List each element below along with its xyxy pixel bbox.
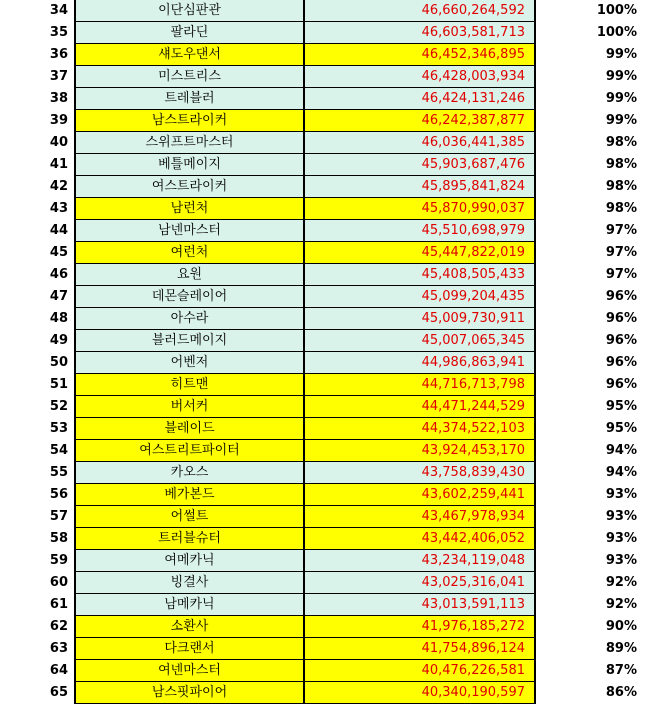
percent-cell[interactable]: 90% xyxy=(605,619,637,634)
class-name-cell[interactable]: 섀도우댄서 xyxy=(74,44,304,66)
class-name-cell[interactable]: 남스핏파이어 xyxy=(74,682,304,704)
percent-cell[interactable]: 94% xyxy=(605,443,637,458)
damage-value-cell[interactable]: 46,424,131,246 xyxy=(304,88,536,110)
percent-cell[interactable]: 100% xyxy=(596,3,637,18)
percent-cell[interactable]: 99% xyxy=(605,47,637,62)
class-name-cell[interactable]: 소환사 xyxy=(74,616,304,638)
table-row xyxy=(0,0,645,22)
rank-cell[interactable]: 42 xyxy=(49,179,68,194)
rank-cell[interactable]: 55 xyxy=(49,465,68,480)
damage-value-cell[interactable]: 44,716,713,798 xyxy=(304,374,536,396)
damage-value-cell[interactable]: 43,025,316,041 xyxy=(304,572,536,594)
rank-cell[interactable]: 54 xyxy=(49,443,68,458)
rank-cell[interactable]: 60 xyxy=(49,575,68,590)
class-name-cell[interactable]: 트레블러 xyxy=(74,88,304,110)
damage-value-cell[interactable]: 45,895,841,824 xyxy=(304,176,536,198)
damage-value-cell[interactable]: 45,510,698,979 xyxy=(304,220,536,242)
table-row xyxy=(0,440,645,462)
rank-cell[interactable]: 43 xyxy=(49,201,68,216)
table-row xyxy=(0,308,645,330)
rank-cell[interactable]: 37 xyxy=(49,69,68,84)
table-row xyxy=(0,110,645,132)
percent-cell[interactable]: 93% xyxy=(605,553,637,568)
class-name-cell[interactable]: 빙결사 xyxy=(74,572,304,594)
damage-value-cell[interactable]: 43,602,259,441 xyxy=(304,484,536,506)
damage-value-cell[interactable]: 45,903,687,476 xyxy=(304,154,536,176)
percent-cell[interactable]: 89% xyxy=(605,641,637,656)
damage-value-cell[interactable]: 43,467,978,934 xyxy=(304,506,536,528)
damage-value-cell[interactable]: 44,986,863,941 xyxy=(304,352,536,374)
damage-value-cell[interactable]: 46,660,264,592 xyxy=(304,0,536,22)
percent-cell[interactable]: 94% xyxy=(605,465,637,480)
table-row xyxy=(0,198,645,220)
table-row xyxy=(0,44,645,66)
percent-cell[interactable]: 95% xyxy=(605,399,637,414)
percent-cell[interactable]: 98% xyxy=(605,135,637,150)
class-name-cell[interactable]: 여넨마스터 xyxy=(74,660,304,682)
rank-cell[interactable]: 35 xyxy=(49,25,68,40)
table-row xyxy=(0,22,645,44)
table-row xyxy=(0,528,645,550)
rank-cell[interactable]: 63 xyxy=(49,641,68,656)
percent-cell[interactable]: 97% xyxy=(605,267,637,282)
percent-cell[interactable]: 98% xyxy=(605,157,637,172)
rank-cell[interactable]: 58 xyxy=(49,531,68,546)
table-row xyxy=(0,374,645,396)
rank-cell[interactable]: 61 xyxy=(49,597,68,612)
damage-value-cell[interactable]: 46,036,441,385 xyxy=(304,132,536,154)
percent-cell[interactable]: 98% xyxy=(605,179,637,194)
percent-cell[interactable]: 86% xyxy=(605,685,637,700)
rank-cell[interactable]: 50 xyxy=(49,355,68,370)
rank-cell[interactable]: 45 xyxy=(49,245,68,260)
damage-value-cell[interactable]: 44,374,522,103 xyxy=(304,418,536,440)
percent-cell[interactable]: 96% xyxy=(605,311,637,326)
damage-value-cell[interactable]: 43,234,119,048 xyxy=(304,550,536,572)
percent-cell[interactable]: 97% xyxy=(605,245,637,260)
rank-cell[interactable]: 62 xyxy=(49,619,68,634)
damage-value-cell[interactable]: 45,447,822,019 xyxy=(304,242,536,264)
percent-cell[interactable]: 95% xyxy=(605,421,637,436)
class-name-cell[interactable]: 여스트리트파이터 xyxy=(74,440,304,462)
class-name-cell[interactable]: 카오스 xyxy=(74,462,304,484)
table-row xyxy=(0,638,645,660)
table-row xyxy=(0,242,645,264)
class-name-cell[interactable]: 남메카닉 xyxy=(74,594,304,616)
class-name-cell[interactable]: 블레이드 xyxy=(74,418,304,440)
table-row xyxy=(0,286,645,308)
rank-cell[interactable]: 56 xyxy=(49,487,68,502)
table-row xyxy=(0,594,645,616)
class-name-cell[interactable]: 팔라딘 xyxy=(74,22,304,44)
rank-cell[interactable]: 51 xyxy=(49,377,68,392)
table-row xyxy=(0,484,645,506)
percent-cell[interactable]: 87% xyxy=(605,663,637,678)
damage-value-cell[interactable]: 45,099,204,435 xyxy=(304,286,536,308)
class-name-cell[interactable]: 스위프트마스터 xyxy=(74,132,304,154)
rank-cell[interactable]: 47 xyxy=(49,289,68,304)
rank-cell[interactable]: 57 xyxy=(49,509,68,524)
table-row xyxy=(0,660,645,682)
damage-value-cell[interactable]: 46,603,581,713 xyxy=(304,22,536,44)
rank-cell[interactable]: 64 xyxy=(49,663,68,678)
percent-cell[interactable]: 96% xyxy=(605,377,637,392)
class-name-cell[interactable]: 데몬슬레이어 xyxy=(74,286,304,308)
class-name-cell[interactable]: 베틀메이지 xyxy=(74,154,304,176)
class-name-cell[interactable]: 어벤저 xyxy=(74,352,304,374)
damage-value-cell[interactable]: 45,870,990,037 xyxy=(304,198,536,220)
class-name-cell[interactable]: 여스트라이커 xyxy=(74,176,304,198)
damage-value-cell[interactable]: 43,442,406,052 xyxy=(304,528,536,550)
percent-cell[interactable]: 93% xyxy=(605,531,637,546)
percent-cell[interactable]: 96% xyxy=(605,355,637,370)
class-name-cell[interactable]: 히트맨 xyxy=(74,374,304,396)
table-row xyxy=(0,572,645,594)
class-name-cell[interactable]: 미스트리스 xyxy=(74,66,304,88)
class-name-cell[interactable]: 트러블슈터 xyxy=(74,528,304,550)
table-row xyxy=(0,550,645,572)
class-name-cell[interactable]: 이단심판관 xyxy=(74,0,304,22)
table-row xyxy=(0,418,645,440)
percent-cell[interactable]: 92% xyxy=(605,575,637,590)
table-row xyxy=(0,506,645,528)
damage-value-cell[interactable]: 44,471,244,529 xyxy=(304,396,536,418)
damage-value-cell[interactable]: 43,013,591,113 xyxy=(304,594,536,616)
table-row xyxy=(0,616,645,638)
rank-cell[interactable]: 53 xyxy=(49,421,68,436)
class-name-cell[interactable]: 어썰트 xyxy=(74,506,304,528)
damage-value-cell[interactable]: 45,007,065,345 xyxy=(304,330,536,352)
class-name-cell[interactable]: 요원 xyxy=(74,264,304,286)
class-name-cell[interactable]: 다크랜서 xyxy=(74,638,304,660)
damage-value-cell[interactable]: 41,754,896,124 xyxy=(304,638,536,660)
class-name-cell[interactable]: 베가본드 xyxy=(74,484,304,506)
table-row xyxy=(0,88,645,110)
damage-value-cell[interactable]: 43,758,839,430 xyxy=(304,462,536,484)
damage-value-cell[interactable]: 40,340,190,597 xyxy=(304,682,536,704)
table-row xyxy=(0,330,645,352)
damage-value-cell[interactable]: 40,476,226,581 xyxy=(304,660,536,682)
percent-cell[interactable]: 98% xyxy=(605,201,637,216)
class-name-cell[interactable]: 여메카닉 xyxy=(74,550,304,572)
damage-value-cell[interactable]: 41,976,185,272 xyxy=(304,616,536,638)
class-name-cell[interactable]: 버서커 xyxy=(74,396,304,418)
damage-value-cell[interactable]: 45,408,505,433 xyxy=(304,264,536,286)
rank-cell[interactable]: 49 xyxy=(49,333,68,348)
class-name-cell[interactable]: 블러드메이지 xyxy=(74,330,304,352)
percent-cell[interactable]: 93% xyxy=(605,487,637,502)
table-row xyxy=(0,154,645,176)
percent-cell[interactable]: 99% xyxy=(605,113,637,128)
rank-cell[interactable]: 39 xyxy=(49,113,68,128)
damage-value-cell[interactable]: 46,428,003,934 xyxy=(304,66,536,88)
class-name-cell[interactable]: 아수라 xyxy=(74,308,304,330)
rank-cell[interactable]: 65 xyxy=(49,685,68,700)
percent-cell[interactable]: 96% xyxy=(605,289,637,304)
damage-value-cell[interactable]: 46,452,346,895 xyxy=(304,44,536,66)
rank-cell[interactable]: 59 xyxy=(49,553,68,568)
rank-cell[interactable]: 46 xyxy=(49,267,68,282)
class-name-cell[interactable]: 남넨마스터 xyxy=(74,220,304,242)
percent-cell[interactable]: 97% xyxy=(605,223,637,238)
percent-cell[interactable]: 100% xyxy=(596,25,637,40)
percent-cell[interactable]: 99% xyxy=(605,91,637,106)
percent-cell[interactable]: 99% xyxy=(605,69,637,84)
table-row xyxy=(0,176,645,198)
rank-cell[interactable]: 48 xyxy=(49,311,68,326)
rank-cell[interactable]: 44 xyxy=(49,223,68,238)
percent-cell[interactable]: 93% xyxy=(605,509,637,524)
table-row xyxy=(0,682,645,704)
rank-cell[interactable]: 34 xyxy=(49,3,68,18)
percent-cell[interactable]: 96% xyxy=(605,333,637,348)
percent-cell[interactable]: 92% xyxy=(605,597,637,612)
rank-cell[interactable]: 38 xyxy=(49,91,68,106)
class-name-cell[interactable]: 남스트라이커 xyxy=(74,110,304,132)
class-name-cell[interactable]: 남런처 xyxy=(74,198,304,220)
rank-cell[interactable]: 36 xyxy=(49,47,68,62)
class-name-cell[interactable]: 여런처 xyxy=(74,242,304,264)
table-row xyxy=(0,352,645,374)
table-row xyxy=(0,66,645,88)
table-row xyxy=(0,396,645,418)
table-row xyxy=(0,462,645,484)
table-row xyxy=(0,264,645,286)
damage-value-cell[interactable]: 43,924,453,170 xyxy=(304,440,536,462)
rank-cell[interactable]: 40 xyxy=(49,135,68,150)
damage-value-cell[interactable]: 45,009,730,911 xyxy=(304,308,536,330)
table-row xyxy=(0,132,645,154)
damage-value-cell[interactable]: 46,242,387,877 xyxy=(304,110,536,132)
rank-cell[interactable]: 41 xyxy=(49,157,68,172)
table-row xyxy=(0,220,645,242)
rank-cell[interactable]: 52 xyxy=(49,399,68,414)
